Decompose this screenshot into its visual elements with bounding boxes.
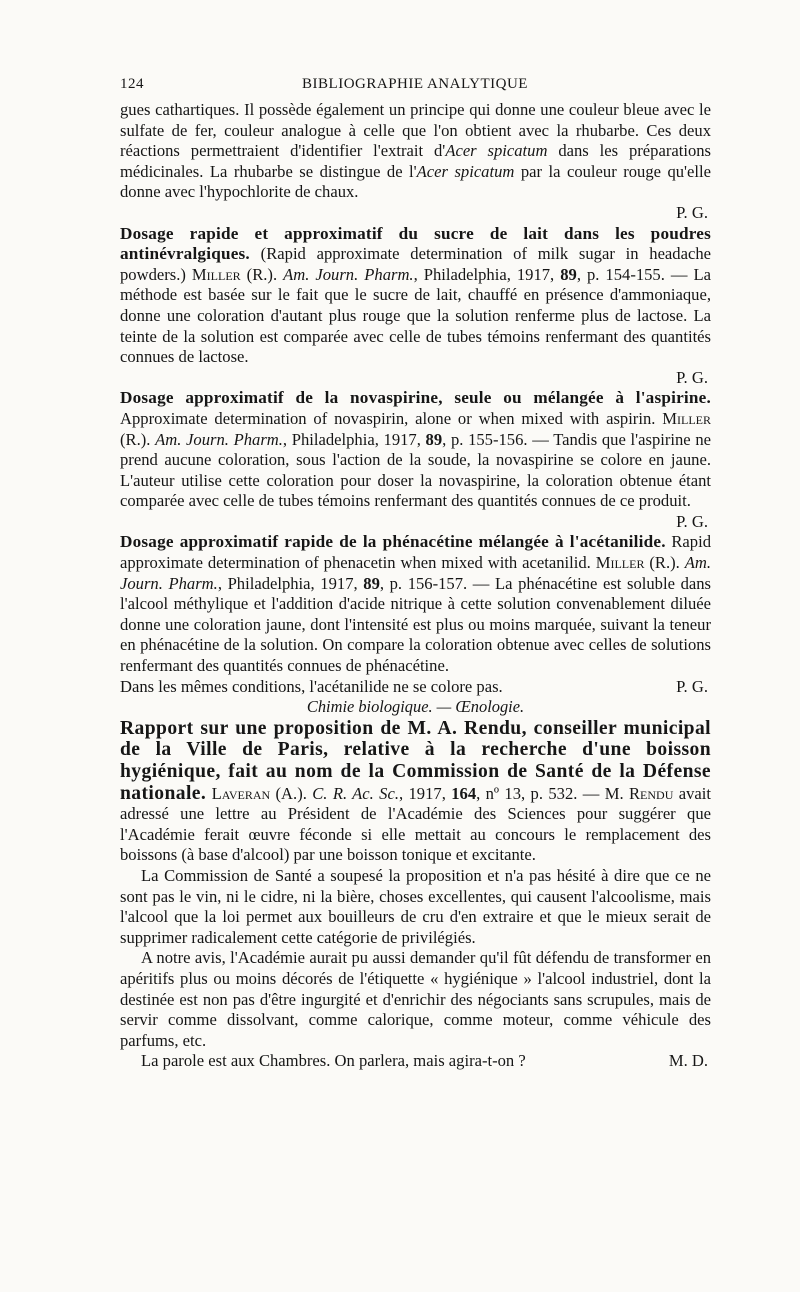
running-title: BIBLIOGRAPHIE ANALYTIQUE <box>302 76 528 92</box>
abstract-text: — La phénacétine est soluble dans l'alcool méthylique et l'addition d'acide nitrique à cette solution convenablement diluée donne une coloration jaune, dont l'intensité est plus ou moins marquée, suivant la teneur en phénacétine de la solution. On compare la coloration obtenue avec celles de solutions renfermant des quantités connues de phénacétine. <box>120 573 711 676</box>
person-name: Rendu <box>628 783 674 803</box>
journal-name: Am. Journ. Pharm. <box>283 264 414 284</box>
author-initial: (R.). <box>240 264 284 284</box>
closing-line <box>120 677 711 698</box>
text-run: dans les préparations médicinales. La rhubarbe se distingue de l' <box>120 141 711 181</box>
author-initial: (R.). <box>120 429 156 449</box>
citation-pages: , p. 155-156. <box>442 429 528 449</box>
entry-title: Rapport sur une proposition de M. A. Rendu, conseiller municipal de la Ville de Paris, relative à la recherche d'une boisson hygiénique, fait au nom de la Commission de Santé de la Défense nationale. <box>120 717 711 804</box>
author-name: Miller <box>662 408 711 428</box>
paragraph: La Commission de Santé a soupesé la proposition et n'a pas hésité à dire que ce ne sont pas le vin, ni le cidre, ni la bière, choses excellentes, qui causent l'alcoolisme, mais l'alcool que la loi permet aux bouilleurs de cru d'en extraire et que le mieux serait de supprimer radicalement cette catégorie de privilégiés. <box>120 865 711 947</box>
citation-pages: , p. 156-157. <box>379 573 468 593</box>
journal-name: C. R. Ac. Sc. <box>312 783 399 803</box>
entry-title: Dosage rapide et approximatif du sucre de lait dans les poudres antinévralgiques. <box>120 223 711 264</box>
page-number: 124 <box>120 76 144 92</box>
citation-year: , 1917, <box>399 783 452 803</box>
journal-name: Am. Journ. Pharm. <box>155 429 283 449</box>
citation-place-year: , Philadelphia, 1917, <box>413 264 561 284</box>
english-title: Rapid approximate determination of phenacetin when mixed with acetanilid. <box>120 532 711 573</box>
citation-place-year: , Philadelphia, 1917, <box>282 429 426 449</box>
text-run: gues cathartiques. Il possède également un principe qui donne une couleur bleue avec le sulfate de fer, couleur analogue à celle que l'on obtient avec la rhubarbe. Ces deux réactions permettraient d'identifier l'extrait d' <box>120 100 711 161</box>
signature: M. D. <box>668 1051 708 1071</box>
abstract-text: avait adressé une lettre au Président de l'Académie des Sciences pour suggérer que l'Académie ferait œuvre féconde si elle mettait au concours le remplacement des boissons (à base d'alcool) par une boisson tonique et excitante. <box>120 783 712 865</box>
article-continuation <box>120 100 711 203</box>
abstract-entry <box>120 388 711 512</box>
citation-volume: 164 <box>451 783 477 803</box>
signature: P. G. <box>676 367 708 387</box>
closing-line <box>120 1051 711 1072</box>
abstract-entry <box>120 224 711 368</box>
paragraph: A notre avis, l'Académie aurait pu aussi demander qu'il fût défendu de transformer en apéritifs plus ou moins décorés de l'étiquette « hygiénique » l'alcool industriel, dont la destinée est non pas d'être ingurgité et d'enrichir des négociants sans scrupules, mais de servir comme dissolvant, comme calorique, comme moteur, comme véhicule des parfums, etc. <box>120 948 711 1050</box>
signature: P. G. <box>676 676 708 696</box>
species-name: Acer spicatum <box>416 161 515 181</box>
text-run: par la couleur rouge qu'elle donne avec l'hypochlorite de chaux. <box>120 161 711 202</box>
author-name: Miller <box>191 264 241 284</box>
signature: P. G. <box>676 202 708 222</box>
author-name: Laveran <box>211 783 271 803</box>
closing-sentence: Dans les mêmes conditions, l'acétanilide ne se colore pas. <box>120 676 503 696</box>
author-initial: (A.). <box>270 783 313 803</box>
author-initial: (R.). <box>644 553 685 573</box>
signature: P. G. <box>676 511 708 531</box>
entry-title: Dosage approximatif rapide de la phénacétine mélangée à l'acétanilide. <box>120 532 666 552</box>
citation-volume: 89 <box>425 429 443 449</box>
abstract-text: — La méthode est basée sur le fait que le sucre de lait, chauffé en présence d'ammoniaque, donne une coloration d'autant plus rouge que la solution renferme plus de lactose. La teinte de la solution est comparée avec celle de tubes témoins renfermant des quantités connues de lactose. <box>120 264 712 367</box>
english-title: Approximate determination of novaspirin, alone or when mixed with aspirin. <box>120 408 663 428</box>
abstract-entry <box>120 532 711 676</box>
journal-name: Am. Journ. Pharm. <box>120 553 711 593</box>
closing-sentence: La parole est aux Chambres. On parlera, mais agira-t-on ? <box>141 1051 526 1071</box>
citation-volume: 89 <box>363 573 380 593</box>
author-name: Miller <box>595 553 645 573</box>
section-heading: Chimie biologique. — Œnologie. <box>306 697 525 717</box>
english-title: (Rapid approximate determination of milk sugar in headache powders.) <box>120 244 711 284</box>
abstract-entry <box>120 718 711 866</box>
page-body <box>120 100 711 1072</box>
abstract-text: — Tandis que l'aspirine ne prend aucune coloration, sous l'action de la soude, la novaspirine se colore en jaune. L'auteur utilise cette coloration pour doser la novaspirine, la coloration obtenue étant comparée avec celle de tubes témoins renfermant des quantités connues de ce produit. <box>120 429 711 511</box>
citation-place-year: , Philadelphia, 1917, <box>217 573 364 593</box>
entry-title: Dosage approximatif de la novaspirine, seule ou mélangée à l'aspirine. <box>120 388 711 408</box>
citation-volume: 89 <box>560 264 577 284</box>
running-header <box>120 76 710 98</box>
citation-issue-pages: , nº 13, p. 532. — M. <box>476 783 629 803</box>
species-name: Acer spicatum <box>445 141 548 161</box>
citation-pages: , p. 154-155. <box>576 264 665 284</box>
